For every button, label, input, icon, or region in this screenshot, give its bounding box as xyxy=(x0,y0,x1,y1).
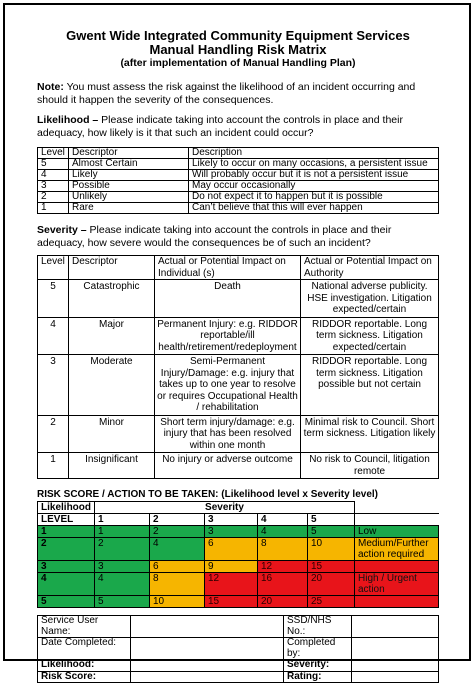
severity-level: 1 xyxy=(38,453,69,479)
table-row xyxy=(38,203,439,214)
risk-matrix-table xyxy=(37,501,439,608)
likelihood-level: 1 xyxy=(38,203,69,214)
risk-score-cell: 20 xyxy=(308,573,355,596)
rating-field[interactable] xyxy=(352,671,439,683)
table-row xyxy=(38,415,439,453)
table-row xyxy=(38,170,439,181)
risk-row xyxy=(38,596,439,608)
severity-header-authority: Actual or Potential Impact on Authority xyxy=(301,256,439,280)
risk-score-cell: 5 xyxy=(308,526,355,538)
action-high: High / Urgent action xyxy=(355,573,439,596)
likelihood-intro xyxy=(37,114,439,139)
service-user-name-label: Service User Name: xyxy=(38,616,131,638)
title-line-1: Gwent Wide Integrated Community Equipment Services xyxy=(66,28,410,43)
ssd-nhs-no-label: SSD/NHS No.: xyxy=(284,616,352,638)
risk-row xyxy=(38,538,439,561)
severity-header-individual: Actual or Potential Impact on Individual (s) xyxy=(155,256,301,280)
table-row xyxy=(38,192,439,203)
severity-header-level: Level xyxy=(38,256,69,280)
severity-individual-impact: Semi-Permanent Injury/Damage: e.g. injury that takes up to one year to resolve or requires Occupational Health / rehabilitation xyxy=(155,355,301,416)
likelihood-description: May occur occasionally xyxy=(189,181,439,192)
risk-score-cell: 12 xyxy=(258,561,308,573)
risk-severity-level: 5 xyxy=(308,514,355,526)
risk-score-field[interactable] xyxy=(131,671,284,683)
likelihood-description: Likely to occur on many occasions, a persistent issue xyxy=(189,159,439,170)
table-row xyxy=(38,159,439,170)
risk-score-cell: 6 xyxy=(205,538,258,561)
title-line-3: (after implementation of Manual Handling Plan) xyxy=(120,57,356,69)
severity-authority-impact: National adverse publicity. HSE investigation. Litigation expected/certain xyxy=(301,280,439,318)
severity-field[interactable] xyxy=(352,660,439,672)
risk-level-label: LEVEL xyxy=(38,514,95,526)
risk-severity-level: 4 xyxy=(258,514,308,526)
risk-score-cell: 25 xyxy=(308,596,355,608)
risk-score-cell: 5 xyxy=(95,596,150,608)
form-row xyxy=(38,616,439,638)
risk-likelihood-label: Likelihood xyxy=(38,502,95,514)
severity-authority-impact: Minimal risk to Council. Short term sickness. Litigation likely xyxy=(301,415,439,453)
risk-level-row xyxy=(38,514,439,526)
likelihood-level: 5 xyxy=(38,159,69,170)
risk-header-blank xyxy=(355,502,439,514)
risk-score-cell: 15 xyxy=(308,561,355,573)
risk-likelihood-level: 3 xyxy=(38,561,95,573)
severity-descriptor: Major xyxy=(69,317,155,355)
risk-score-cell: 20 xyxy=(258,596,308,608)
service-user-name-field[interactable] xyxy=(131,616,284,638)
severity-descriptor: Minor xyxy=(69,415,155,453)
risk-score-cell: 2 xyxy=(95,538,150,561)
severity-level: 5 xyxy=(38,280,69,318)
severity-header-row xyxy=(38,256,439,280)
table-row xyxy=(38,317,439,355)
risk-likelihood-level: 1 xyxy=(38,526,95,538)
date-completed-field[interactable] xyxy=(131,638,284,660)
risk-row xyxy=(38,561,439,573)
likelihood-level: 4 xyxy=(38,170,69,181)
form-row xyxy=(38,638,439,660)
likelihood-header-level: Level xyxy=(38,148,69,159)
severity-descriptor: Insignificant xyxy=(69,453,155,479)
severity-label: Severity: xyxy=(284,660,352,672)
severity-intro-label: Severity – xyxy=(37,224,87,236)
likelihood-descriptor: Likely xyxy=(69,170,189,181)
risk-score-cell: 12 xyxy=(205,573,258,596)
risk-severity-label: Severity xyxy=(95,502,355,514)
risk-score-cell: 15 xyxy=(205,596,258,608)
note-paragraph xyxy=(37,81,439,106)
risk-likelihood-level: 4 xyxy=(38,573,95,596)
form-row xyxy=(38,671,439,683)
likelihood-description: Can’t believe that this will ever happen xyxy=(189,203,439,214)
risk-score-cell: 1 xyxy=(95,526,150,538)
likelihood-header-descriptor: Descriptor xyxy=(69,148,189,159)
note-label: Note: xyxy=(37,81,64,93)
action-medium: Medium/Further action required xyxy=(355,538,439,561)
likelihood-descriptor: Unlikely xyxy=(69,192,189,203)
severity-level: 2 xyxy=(38,415,69,453)
risk-score-label: Risk Score: xyxy=(38,671,131,683)
risk-row xyxy=(38,526,439,538)
severity-descriptor: Moderate xyxy=(69,355,155,416)
severity-intro-text: Please indicate taking into account the controls in place and their adequacy, how severe would the consequences be of such an incident? xyxy=(37,224,392,249)
likelihood-description: Will probably occur but it is not a persistent issue xyxy=(189,170,439,181)
ssd-nhs-no-field[interactable] xyxy=(352,616,439,638)
risk-score-cell: 16 xyxy=(258,573,308,596)
severity-authority-impact: RIDDOR reportable. Long term sickness. Litigation expected/certain xyxy=(301,317,439,355)
risk-score-cell: 4 xyxy=(150,538,205,561)
risk-score-cell: 4 xyxy=(258,526,308,538)
action-high-blank xyxy=(355,561,439,573)
likelihood-descriptor: Rare xyxy=(69,203,189,214)
title-line-2: Manual Handling Risk Matrix xyxy=(149,42,327,57)
completed-by-label: Completed by: xyxy=(284,638,352,660)
risk-header-row xyxy=(38,502,439,514)
severity-authority-impact: No risk to Council, litigation remote xyxy=(301,453,439,479)
severity-individual-impact: Death xyxy=(155,280,301,318)
risk-severity-level: 1 xyxy=(95,514,150,526)
completed-by-field[interactable] xyxy=(352,638,439,660)
risk-likelihood-level: 5 xyxy=(38,596,95,608)
risk-score-cell: 3 xyxy=(205,526,258,538)
risk-score-cell: 10 xyxy=(150,596,205,608)
risk-score-cell: 4 xyxy=(95,573,150,596)
severity-authority-impact: RIDDOR reportable. Long term sickness. Litigation possible but not certain xyxy=(301,355,439,416)
risk-score-cell: 2 xyxy=(150,526,205,538)
risk-score-cell: 8 xyxy=(258,538,308,561)
likelihood-header-description: Description xyxy=(189,148,439,159)
severity-individual-impact: No injury or adverse outcome xyxy=(155,453,301,479)
likelihood-description: Do not expect it to happen but it is possible xyxy=(189,192,439,203)
risk-score-cell: 6 xyxy=(150,561,205,573)
severity-level: 4 xyxy=(38,317,69,355)
table-row xyxy=(38,280,439,318)
risk-severity-level: 2 xyxy=(150,514,205,526)
severity-individual-impact: Short term injury/damage: e.g. injury that has been resolved within one month xyxy=(155,415,301,453)
likelihood-level: 3 xyxy=(38,181,69,192)
risk-score-cell: 10 xyxy=(308,538,355,561)
severity-individual-impact: Permanent Injury: e.g. RIDDOR reportable/ill health/retirement/redeployment xyxy=(155,317,301,355)
table-row xyxy=(38,181,439,192)
severity-level: 3 xyxy=(38,355,69,416)
table-row xyxy=(38,355,439,416)
risk-score-cell: 9 xyxy=(205,561,258,573)
severity-header-descriptor: Descriptor xyxy=(69,256,155,280)
note-text: You must assess the risk against the likelihood of an incident occurring and should it happen the severity of the consequences. xyxy=(37,81,416,106)
likelihood-table xyxy=(37,147,439,214)
risk-score-cell: 3 xyxy=(95,561,150,573)
severity-descriptor: Catastrophic xyxy=(69,280,155,318)
date-completed-label: Date Completed: xyxy=(38,638,131,660)
table-row xyxy=(38,453,439,479)
likelihood-label: Likelihood: xyxy=(38,660,131,672)
document-title xyxy=(37,29,439,69)
form-row xyxy=(38,660,439,672)
risk-likelihood-level: 2 xyxy=(38,538,95,561)
risk-row xyxy=(38,573,439,596)
likelihood-field[interactable] xyxy=(131,660,284,672)
risk-score-cell: 8 xyxy=(150,573,205,596)
rating-label: Rating: xyxy=(284,671,352,683)
risk-level-blank xyxy=(355,514,439,526)
likelihood-header-row xyxy=(38,148,439,159)
document-page xyxy=(3,3,471,682)
likelihood-intro-label: Likelihood – xyxy=(37,114,99,126)
action-low: Low xyxy=(355,526,439,538)
likelihood-intro-text: Please indicate taking into account the controls in place and their adequacy, how likely is it that such an incident could occur? xyxy=(37,114,403,139)
severity-intro xyxy=(37,224,439,249)
likelihood-descriptor: Possible xyxy=(69,181,189,192)
likelihood-level: 2 xyxy=(38,192,69,203)
risk-severity-level: 3 xyxy=(205,514,258,526)
action-high-blank xyxy=(355,596,439,608)
risk-score-heading: RISK SCORE / ACTION TO BE TAKEN: (Likelihood level x Severity level) xyxy=(37,489,379,500)
assessment-form-table xyxy=(37,615,439,683)
likelihood-descriptor: Almost Certain xyxy=(69,159,189,170)
severity-table xyxy=(37,255,439,479)
